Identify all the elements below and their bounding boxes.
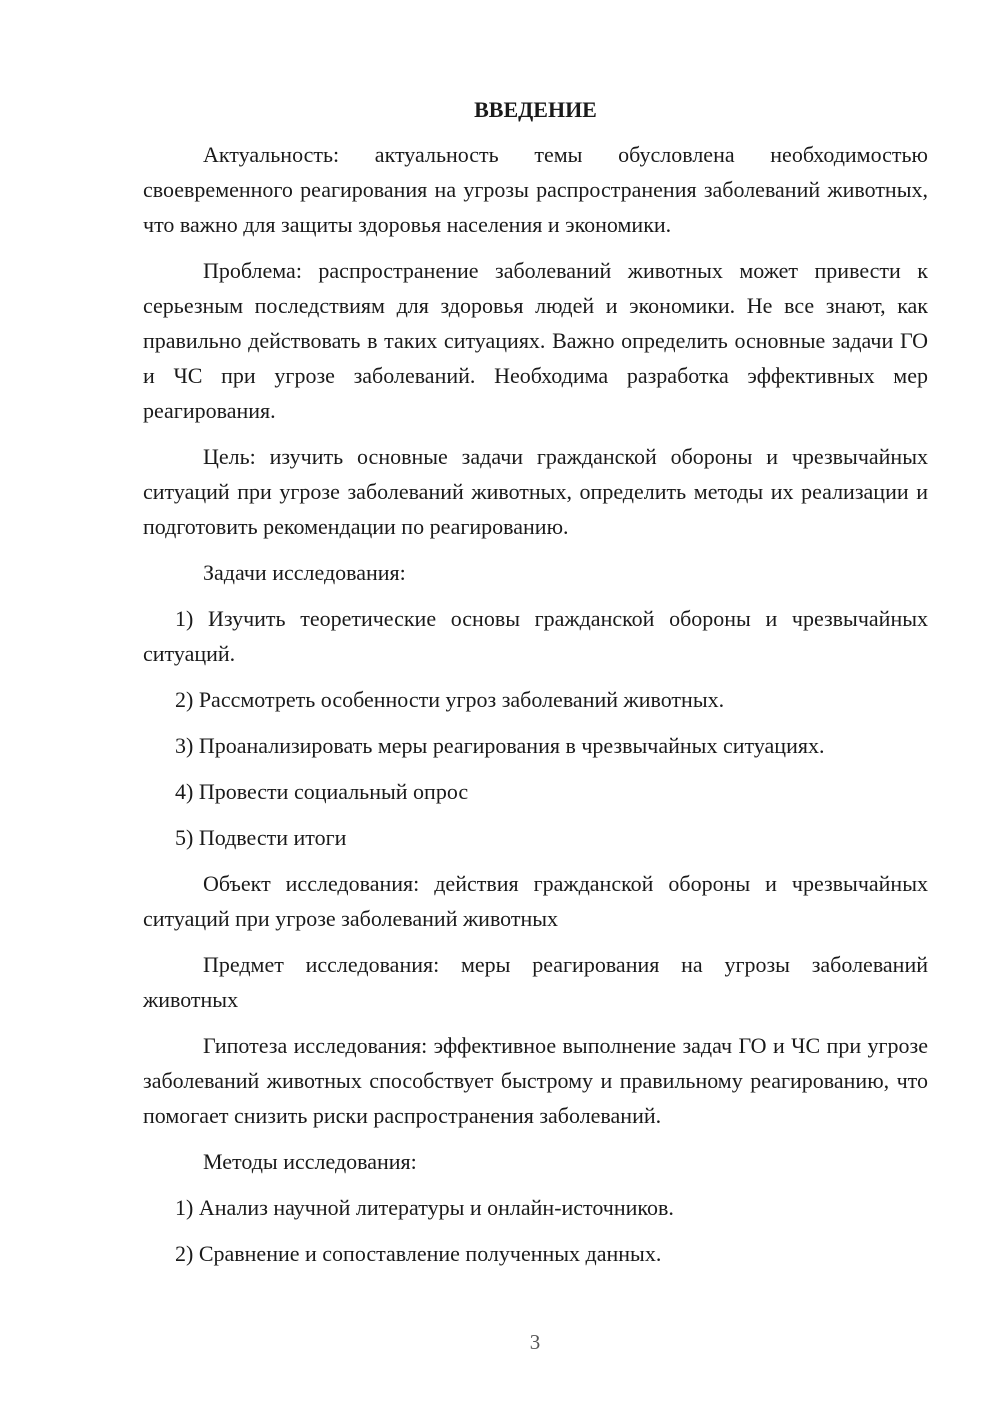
methods-heading: Методы исследования: — [203, 1149, 417, 1174]
method-item: 1) Анализ научной литературы и онлайн-источников. — [175, 1195, 674, 1220]
problem-paragraph: Проблема: распространение заболеваний животных может привести к серьезным последствиям для здоровья людей и экономики. Не все знают, как правильно действовать в таких ситуациях. Важно определить основные задачи ГО и ЧС при угрозе заболеваний. Необходима разработка эффективных мер реагирования. — [143, 258, 928, 423]
task-item: 1) Изучить теоретические основы гражданской обороны и чрезвычайных ситуаций. — [143, 606, 928, 666]
section-title: ВВЕДЕНИЕ — [474, 97, 597, 122]
object-paragraph: Объект исследования: действия гражданской обороны и чрезвычайных ситуаций при угрозе заболеваний животных — [143, 871, 928, 931]
hypothesis-paragraph: Гипотеза исследования: эффективное выполнение задач ГО и ЧС при угрозе заболеваний животных способствует быстрому и правильному реагированию, что помогает снизить риски распространения заболеваний. — [143, 1033, 928, 1128]
page-number: 3 — [529, 1330, 541, 1354]
task-item: 5) Подвести итоги — [175, 825, 347, 850]
relevance-paragraph: Актуальность: актуальность темы обусловлена необходимостью своевременного реагирования на угрозы распространения заболеваний животных, что важно для защиты здоровья населения и экономики. — [143, 142, 928, 237]
method-item: 2) Сравнение и сопоставление полученных данных. — [175, 1241, 662, 1266]
goal-paragraph: Цель: изучить основные задачи гражданской обороны и чрезвычайных ситуаций при угрозе заболеваний животных, определить методы их реализации и подготовить рекомендации по реагированию. — [143, 444, 928, 539]
document-page — [143, 95, 928, 1282]
tasks-heading: Задачи исследования: — [203, 560, 406, 585]
task-item: 4) Провести социальный опрос — [175, 779, 469, 804]
task-item: 2) Рассмотреть особенности угроз заболеваний животных. — [175, 687, 725, 712]
task-item: 3) Проанализировать меры реагирования в чрезвычайных ситуациях. — [175, 733, 825, 758]
subject-paragraph: Предмет исследования: меры реагирования на угрозы заболеваний животных — [143, 952, 928, 1012]
